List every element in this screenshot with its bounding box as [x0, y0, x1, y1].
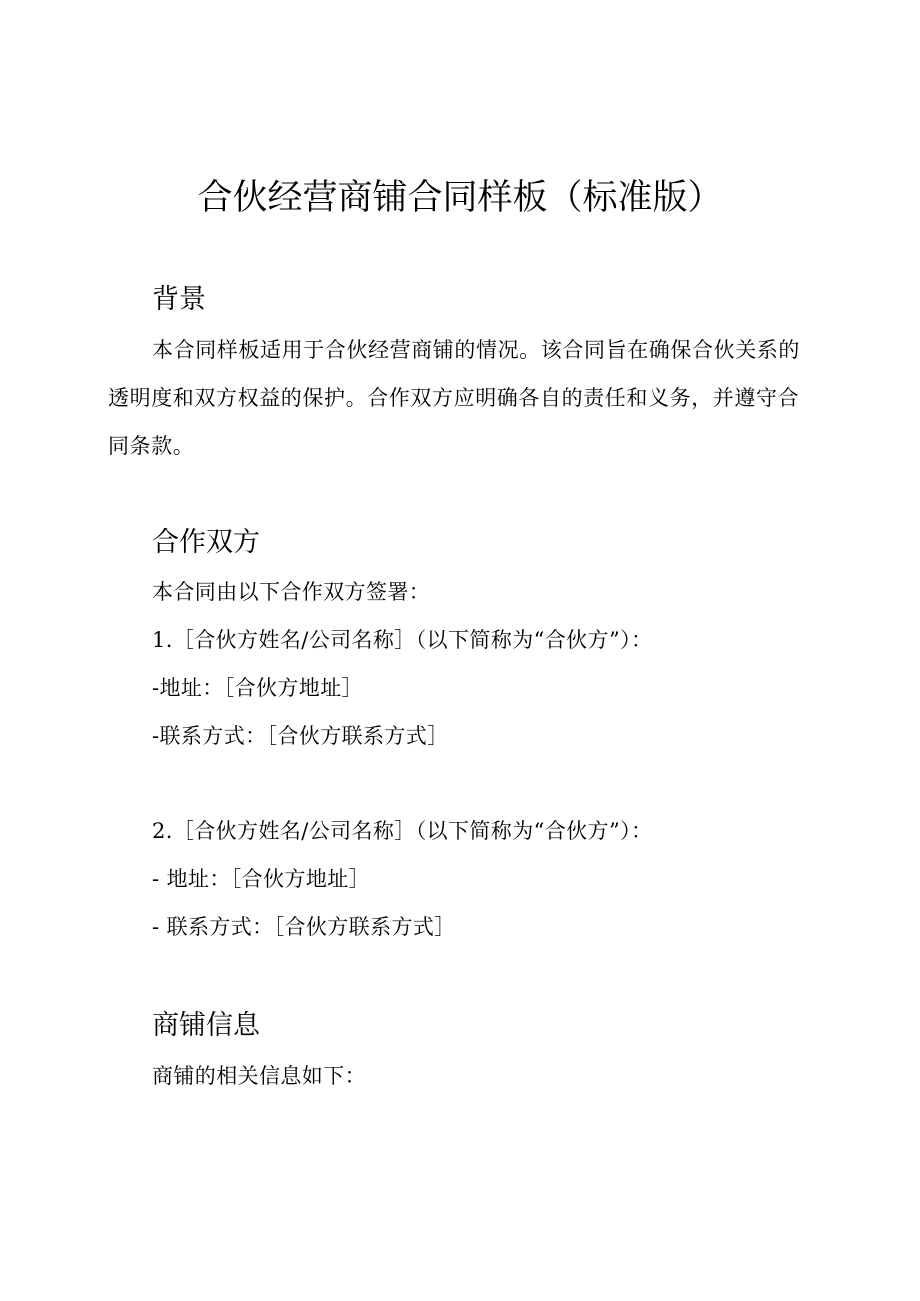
section-heading-shop-info: 商铺信息 [152, 1010, 260, 1041]
shop-info-intro: 商铺的相关信息如下： [152, 1064, 366, 1088]
party1-name-line: 1.［合伙方姓名/公司名称］（以下简称为“合伙方”）： [152, 628, 653, 652]
section-heading-parties: 合作双方 [152, 527, 260, 558]
document-title: 合伙经营商铺合同样板（标准版） [197, 178, 723, 218]
party2-contact-line: - 联系方式：［合伙方联系方式］ [152, 915, 456, 939]
party1-contact-line: -联系方式：［合伙方联系方式］ [152, 724, 449, 748]
party2-name-line: 2.［合伙方姓名/公司名称］（以下简称为“合伙方”）： [152, 819, 653, 843]
party2-address-line: - 地址：［合伙方地址］ [152, 867, 371, 891]
background-paragraph: 本合同样板适用于合伙经营商铺的情况。该合同旨在确保合伙关系的透明度和双方权益的保护。合作双方应明确各自的责任和义务，并遵守合同条款。 [108, 338, 800, 458]
parties-intro: 本合同由以下合作双方签署： [152, 580, 431, 604]
party1-address-line: -地址：［合伙方地址］ [152, 676, 363, 700]
section-heading-background: 背景 [152, 284, 206, 315]
